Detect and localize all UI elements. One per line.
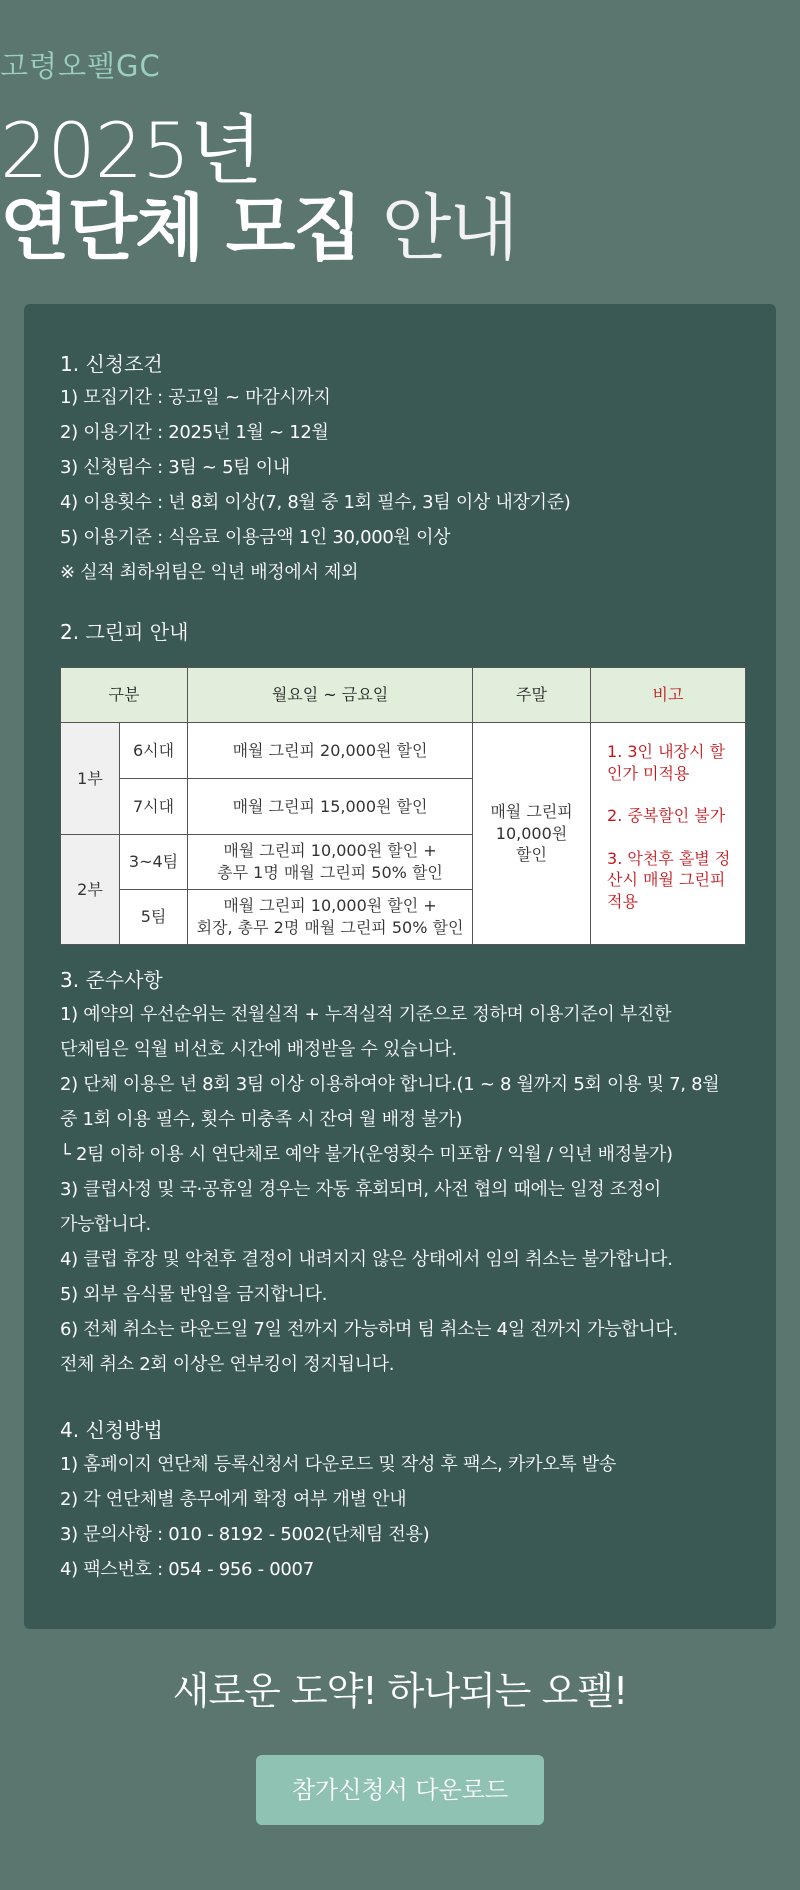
note-item: 2. 중복할인 불가 [607, 806, 726, 826]
section3-line: 3) 클럽사정 및 국·공휴일 경우는 자동 휴회되며, 사전 협의 때에는 일정 조정이 [60, 1179, 661, 1200]
section1-line: 1) 모집기간 : 공고일 ~ 마감시까지 [60, 387, 331, 408]
section1-title: 1. 신청조건 [60, 352, 163, 376]
weekday-cell: 매월 그린피 15,000원 할인 [188, 779, 473, 835]
weekday-cell: 매월 그린피 20,000원 할인 [188, 723, 473, 779]
note-cell [591, 723, 746, 945]
section3-line: 5) 외부 음식물 반입을 금지합니다. [60, 1284, 328, 1305]
year-heading: 2025년 [0, 106, 262, 195]
note-item: 3. 악천후 홀별 정산시 매월 그린피 적용 [607, 848, 731, 911]
weekend-text: 10,000원 [495, 823, 568, 843]
weekday-text: 매월 그린피 10,000원 할인 + [223, 896, 437, 916]
section4-line: 3) 문의사항 : 010 - 8192 - 5002(단체팀 전용) [60, 1524, 430, 1545]
section3-title: 3. 준수사항 [60, 968, 163, 992]
section3-line: 2) 단체 이용은 년 8회 3팀 이상 이용하여야 합니다.(1 ~ 8 월까지 5회 이용 및 7, 8월 [60, 1074, 720, 1095]
section1-line: 4) 이용횟수 : 년 8회 이상(7, 8월 중 1회 필수, 3팀 이상 내장기준) [60, 492, 571, 513]
section2-title: 2. 그린피 안내 [60, 620, 189, 644]
section4-line: 2) 각 연단체별 총무에게 확정 여부 개별 안내 [60, 1489, 407, 1510]
header-note: 비고 [591, 668, 746, 723]
sub-cell: 7시대 [120, 779, 188, 835]
sub-cell: 5팀 [120, 890, 188, 945]
part-1-cell: 1부 [61, 723, 120, 835]
section4-title: 4. 신청방법 [60, 1418, 163, 1442]
info-panel [24, 304, 776, 1629]
greenfee-table [60, 667, 746, 945]
section3-line: 가능합니다. [60, 1214, 151, 1235]
download-application-button[interactable]: 참가신청서 다운로드 [256, 1755, 544, 1825]
section4-line: 1) 홈페이지 연단체 등록신청서 다운로드 및 작성 후 팩스, 카카오톡 발송 [60, 1454, 616, 1475]
slogan: 새로운 도약! 하나되는 오펠! [172, 1669, 628, 1713]
weekend-text: 할인 [516, 845, 547, 865]
weekend-text: 매월 그린피 [490, 802, 573, 822]
page-title [0, 170, 800, 274]
part-2-cell: 2부 [61, 835, 120, 945]
section3-line: 단체팀은 익월 비선호 시간에 배정받을 수 있습니다. [60, 1039, 457, 1060]
section4-line: 4) 팩스번호 : 054 - 956 - 0007 [60, 1559, 314, 1580]
section1-line: ※ 실적 최하위팀은 익년 배정에서 제외 [60, 562, 359, 583]
header-weekend: 주말 [473, 668, 591, 723]
section3-line: 전체 취소 2회 이상은 연부킹이 정지됩니다. [60, 1354, 395, 1375]
section3-line: 중 1회 이용 필수, 횟수 미충족 시 잔여 월 배정 불가) [60, 1109, 463, 1130]
sub-cell: 3~4팀 [120, 835, 188, 890]
weekday-cell [188, 835, 473, 890]
weekday-cell [188, 890, 473, 945]
section3-line: 4) 클럽 휴장 및 악천후 결정이 내려지지 않은 상태에서 임의 취소는 불가합니다. [60, 1249, 673, 1270]
table-header-row [61, 668, 746, 723]
table-row [61, 723, 746, 779]
sub-cell: 6시대 [120, 723, 188, 779]
weekday-text: 회장, 총무 2명 매월 그린피 50% 할인 [196, 918, 464, 937]
page-title-bold: 연단체 모집 [0, 186, 361, 270]
section3-line: 1) 예약의 우선순위는 전월실적 + 누적실적 기준으로 정하며 이용기준이 부진한 [60, 1004, 672, 1025]
brand-name: 고령오펠GC [0, 49, 161, 83]
section1-line: 5) 이용기준 : 식음료 이용금액 1인 30,000원 이상 [60, 527, 451, 548]
weekday-text: 총무 1명 매월 그린피 50% 할인 [217, 863, 443, 882]
header-weekday: 월요일 ~ 금요일 [188, 668, 473, 723]
section1-line: 2) 이용기간 : 2025년 1월 ~ 12월 [60, 422, 329, 443]
section3-line: 6) 전체 취소는 라운드일 7일 전까지 가능하며 팀 취소는 4일 전까지 가능합니다. [60, 1319, 678, 1340]
page-title-light: 안내 [381, 186, 517, 270]
header-category: 구분 [61, 668, 188, 723]
weekday-text: 매월 그린피 10,000원 할인 + [223, 841, 437, 861]
section1-line: 3) 신청팀수 : 3팀 ~ 5팀 이내 [60, 457, 290, 478]
section3-line: └ 2팀 이하 이용 시 연단체로 예약 불가(운영횟수 미포함 / 익월 / 익년 배정불가) [60, 1144, 673, 1165]
weekend-cell [473, 723, 591, 945]
note-item: 1. 3인 내장시 할인가 미적용 [607, 742, 725, 783]
